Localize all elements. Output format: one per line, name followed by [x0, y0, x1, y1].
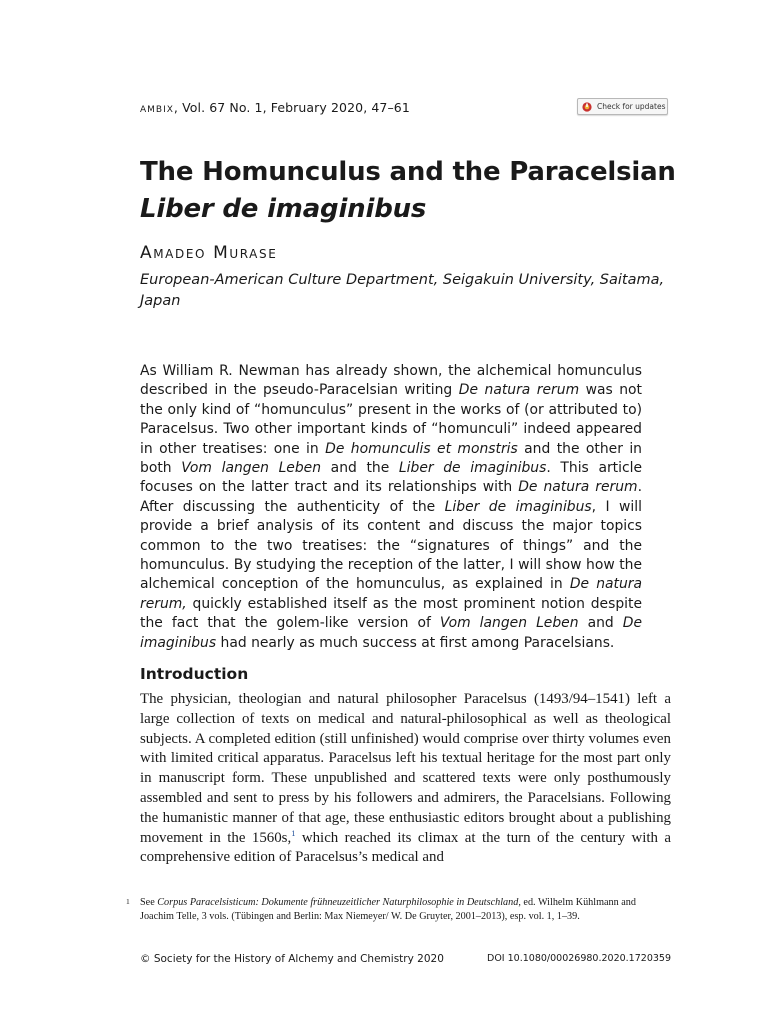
footnote: 1 See Corpus Paracelsisticum: Dokumente frühneuzeitlicher Naturphilosophie in Deutschland, ed. Wilhelm Kühlmann and Joachim Telle, 3 vols. (Tübingen and Berlin: Max Niemeyer/ W. De Gruyter, 2001–2013), esp. vol. 1, 1–39. — [126, 897, 636, 922]
journal-citation — [140, 100, 410, 115]
section-heading-introduction: Introduction — [140, 665, 249, 683]
title-line1: The Homunculus and the Paracelsian — [140, 157, 676, 187]
check-for-updates-button[interactable] — [577, 98, 668, 115]
author-name: Amadeo Murase — [140, 243, 278, 263]
author-affiliation: European-American Culture Department, Seigakuin University, Saitama, Japan — [140, 272, 665, 309]
footnote-reference-link[interactable]: 1 — [291, 827, 296, 838]
doi-link[interactable]: DOI 10.1080/00026980.2020.1720359 — [487, 953, 671, 964]
article-title — [140, 154, 700, 228]
journal-name: ambix — [140, 100, 174, 115]
citation-details: , Vol. 67 No. 1, February 2020, 47–61 — [173, 100, 410, 115]
crossmark-icon — [582, 102, 592, 112]
copyright-notice: © Society for the History of Alchemy and Chemistry 2020 — [140, 953, 444, 965]
title-line2: Liber de imaginibus — [140, 194, 427, 224]
introduction-paragraph: The physician, theologian and natural philosopher Paracelsus (1493/94–1541) left a large collection of texts on medical and natural-philosophical as well as theological subjects. A completed edition (still unfinished) would comprise over thirty volumes even with limited critical apparatus. Paracelsus left his textual heritage for the most part only in manuscript form. These unpublished and scattered texts were only posthumously assembled and sent to press by his followers and admirers, the Paracelsians. Following the humanistic manner of that age, these enthusiastic editors brought about a publishing movement in the 1560s,$^1$ which reached its climax at the turn of the century with a comprehensive edition of Paracelsus’s medical and — [140, 691, 671, 866]
footnote-mark: 1 — [126, 897, 130, 906]
check-for-updates-label: Check for updates — [597, 102, 666, 111]
abstract: As William R. Newman has already shown, the alchemical homunculus described in the pseudo-Paracelsian writing De natura rerum was not the only kind of “homunculus” present in the works of (or attributed to) Paracelsus. Two other important kinds of “homunculi” indeed appeared in other treatises: one in De homunculis et monstris and the other in both Vom langen Leben and the Liber de imaginibus. This article focuses on the latter tract and its relationships with De natura rerum. After discussing the authenticity of the Liber de imaginibus, I will provide a brief analysis of its content and discuss the major topics common to the two treatises: the “signatures of things” and the homunculus. By studying the reception of the latter, I will show how the alchemical conception of the homunculus, as explained in De natura rerum, quickly established itself as the most prominent notion despite the fact that the golem-like version of Vom langen Leben and De imaginibus had nearly as much success at first among Paracelsians. — [140, 363, 643, 651]
